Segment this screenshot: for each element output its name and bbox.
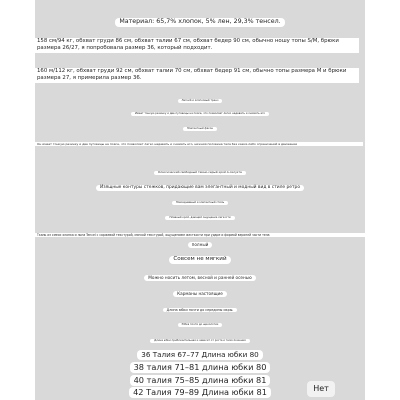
feature-line: Он имеет тонкую резинку и две пуговицы на поясе, что позволяет легко надевать и снимать его, нижняя половина тела без каких-либо ограничений в движении: [35, 142, 365, 146]
feature-line: Элегантный фасон: [35, 127, 365, 131]
feature-line: Карманы настоящие: [35, 291, 365, 297]
feature-line: полный: [35, 242, 365, 248]
feature-line: Классический свободный темно-серый крой А-силуэта: [35, 171, 365, 175]
feature-line: Плавный крой, дающий ощущение легкости: [35, 216, 365, 220]
feature-line: Длина юбки почти до середины икры.: [35, 308, 365, 312]
size-row: 38 талия 71–81 длина юбки 80: [35, 362, 365, 373]
model-size-line-1: 158 см/94 кг, обхват груди 86 см, обхват талии 67 см, обхват бедер 90 см, обычно ношу топы S/M, брюки размера 26/27, я попробовала размер 36, который подходит.: [35, 38, 365, 53]
size-row: 42 Талия 79–89 Длина юбки 81: [35, 387, 365, 398]
feature-line: Повседневный и элегантный стиль: [35, 201, 365, 205]
model-size-line-2: 160 м/112 кг, обхват груди 92 см, обхват талии 70 см, обхват бедер 91 см, обычно топы размера M и брюки размера 27, я примерила размер 36.: [35, 68, 365, 83]
feature-line: Изящные контуры стежков, придающие вам элегантный и модный вид в стиле ретро: [35, 184, 365, 191]
next-button[interactable]: Нет: [307, 381, 335, 397]
feature-line: Легкий и хлопковый тренч: [35, 99, 365, 103]
product-description-page: [35, 0, 365, 400]
material-line: Материал: 65,7% хлопок, 5% лен, 29,3% тенсел.: [35, 18, 365, 27]
fabric-line: Ткань из смеси хлопка и льна Tencel с саржевой текстурой, мягкой текстурой, ощущением жесткости при ударе и формой верхней части тела: [35, 233, 365, 237]
feature-line: Имеет тонкую резинку и две пуговицы на поясе, что позволяет легко надевать и снимать его: [35, 112, 365, 116]
feature-line: Совсем не мягкий: [35, 256, 365, 264]
feature-line: Длина юбки приблизительная и зависит от роста и телосложения: [35, 339, 365, 343]
feature-line: Можно носить летом, весной и ранней осенью: [35, 275, 365, 281]
feature-line: Юбка почти до щиколотки: [35, 323, 365, 327]
size-row: 40 талия 75–85 длина юбки 81: [35, 375, 365, 386]
size-row: 36 Талия 67–77 Длина юбки 80: [35, 350, 365, 360]
